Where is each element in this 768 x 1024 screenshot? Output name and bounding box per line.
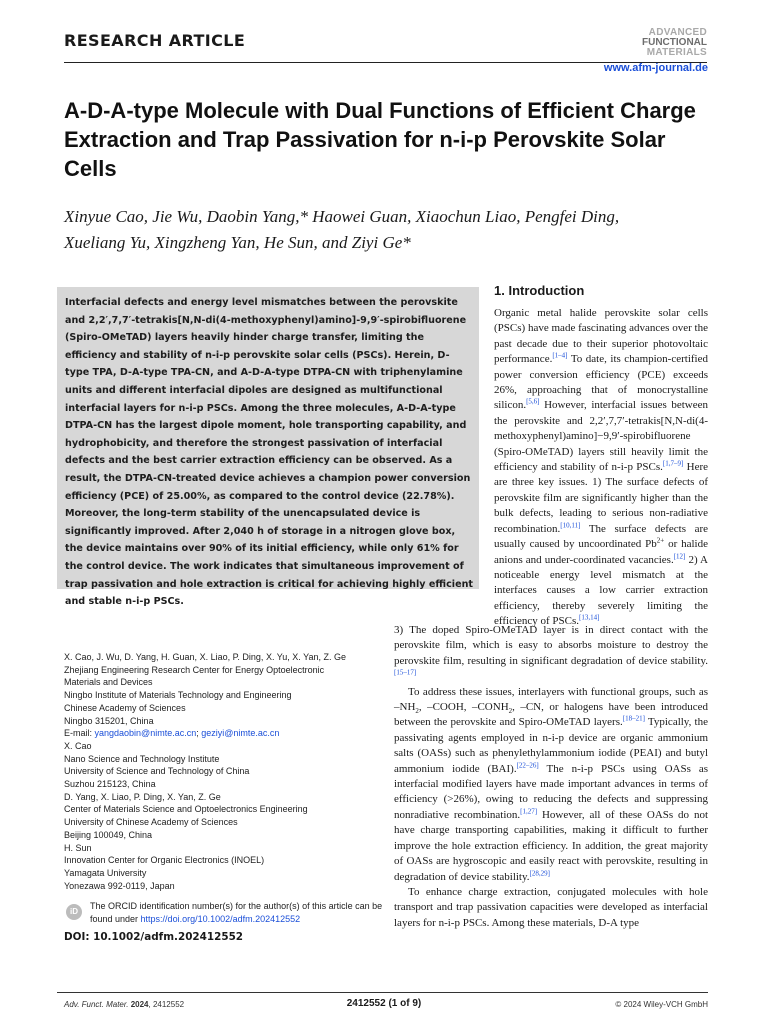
page-number: 2412552 (1 of 9)	[346, 998, 422, 1009]
intro-paragraph-3: To enhance charge extraction, conjugated molecules with hole transport and trap passivation capacities were developed as interfacial layers for n-i-p PSCs. Among these materials, D-A type	[394, 885, 708, 929]
intro-text: To address these issues, interlayers with functional groups, such as –NH	[394, 685, 708, 714]
affiliation-authors: D. Yang, X. Liao, P. Ding, X. Yan, Z. Ge	[64, 791, 221, 802]
citation-link[interactable]: [15–17]	[394, 668, 417, 677]
citation-link[interactable]: [12]	[673, 551, 686, 560]
subscript: 2	[415, 707, 419, 716]
affiliation-line: Chinese Academy of Sciences	[64, 702, 186, 713]
email-link[interactable]: yangdaobin@nimte.ac.cn	[94, 728, 197, 739]
affiliation-line: Ningbo 315201, China	[64, 715, 154, 726]
affiliation-line: Suzhou 215123, China	[64, 779, 156, 790]
intro-text: 2) A noticeable energy level mismatch at the interfaces causes a low carrier extraction efficiency, thereby severely limiting the efficiency of PSCs.	[494, 553, 708, 628]
email-link[interactable]: geziyi@nimte.ac.cn	[201, 728, 280, 739]
intro-paragraph-2	[394, 685, 708, 885]
intro-text: However, interfacial issues between the perovskite and 2,2′,7,7′-tetrakis[N,N-di(4-methoxyphenyl)amino]−9,9′-spirobifluorene (Spiro-OMeTAD) layers still heavily limit the efficiency and stability of n-i-p PSCs.	[494, 399, 708, 474]
intro-text: Organic metal halide perovskite solar cells (PSCs) have made fascinating advances over the past decade due to their superior photovoltaic performance.	[494, 307, 708, 366]
citation-link[interactable]: [22–26]	[516, 761, 539, 769]
intro-text: , –CN, or halogens have been introduced between the perovskite and Spiro-OMeTAD layers.	[394, 701, 708, 729]
orcid-doi-link[interactable]: https://doi.org/10.1002/adfm.202412552	[140, 913, 301, 924]
affiliation-line: University of Science and Technology of China	[64, 766, 250, 777]
citation-link[interactable]: [1–4]	[552, 351, 568, 360]
orcid-icon: iD	[66, 904, 82, 920]
intro-text: To date, its champion-certified power conversion efficiency (PCE) exceeds 26%, approaching that of monocrystalline silicon.	[494, 353, 708, 412]
citation-link[interactable]: [13,14]	[579, 613, 600, 622]
copyright: © 2024 Wiley-VCH GmbH	[615, 1000, 708, 1009]
section-label: RESEARCH ARTICLE	[64, 31, 246, 50]
affiliation-line: Zhejiang Engineering Research Center for Energy Optoelectronic	[64, 664, 325, 675]
intro-column-upper	[494, 306, 708, 630]
email-line	[64, 727, 384, 740]
citation-link[interactable]: [18–21]	[622, 714, 645, 723]
email-prefix: E-mail:	[64, 728, 95, 739]
affiliation-line: Beijing 100049, China	[64, 829, 153, 840]
affiliation-line: Yamagata University	[64, 867, 147, 878]
footer-article-no: , 2412552	[148, 1000, 185, 1009]
article-title: A-D-A-type Molecule with Dual Functions of Efficient Charge Extraction and Trap Passivation for n-i-p Perovskite Solar Cells	[64, 98, 696, 181]
affiliation-authors: X. Cao, J. Wu, D. Yang, H. Guan, X. Liao, P. Ding, X. Yu, X. Yan, Z. Ge	[64, 652, 346, 662]
journal-url-link[interactable]: www.afm-journal.de	[603, 62, 708, 74]
intro-text: 3) The doped Spiro-OMeTAD layer is in direct contact with the perovskite film, which is easy to absorbs moisture to destroy the perovskite film, resulting in significant degradation of device stability.	[394, 624, 708, 667]
citation-link[interactable]: [10,11]	[560, 521, 581, 530]
intro-text: The n-i-p PSCs using OASs as interfacial modified layers have made important advances in terms of efficiency (>26%), owing to reducing the defects and suppressing nonradiative recombination.	[394, 762, 708, 821]
subscript: 2	[508, 707, 513, 716]
intro-text: , –COOH, –CONH	[418, 701, 509, 714]
citation-link[interactable]: [1,7–9]	[662, 459, 684, 468]
logo-line-3: MATERIALS	[646, 47, 707, 58]
intro-paragraph-1-end	[394, 623, 708, 685]
citation-link[interactable]: [5,6]	[526, 397, 540, 406]
section-heading-introduction: 1. Introduction	[494, 283, 585, 298]
orcid-text: The ORCID identification number(s) for the author(s) of this article can be found under	[90, 901, 383, 924]
journal-logo	[631, 28, 707, 58]
citation-link[interactable]: [28,29]	[529, 868, 550, 877]
affiliation-line: Yonezawa 992-0119, Japan	[64, 880, 175, 891]
affiliation-line: Ningbo Institute of Materials Technology and Engineering	[64, 690, 292, 701]
doi-label: DOI: 10.1002/adfm.202412552	[64, 931, 244, 943]
email-separator: ;	[196, 728, 202, 739]
abstract-text: Interfacial defects and energy level mismatches between the perovskite and 2,2′,7,7′-tetrakis[N,N-di(4-methoxyphenyl)amino]-9,9′-spirobifluorene (Spiro-OMeTAD) layers heavily hinder charge transfer, limiting the efficiency and stability of n-i-p perovskite solar cells (PSCs). Herein, D-type TPA, D-A-type TPA-CN, and A-D-A-type DTPA-CN with triphenylamine units and different interfacial dipoles are designed as multifunctional interfacial layers for n-i-p PSCs. Among the three molecules, A-D-A-type DTPA-CN has the largest dipole moment, hole transporting capability, and hydrophobicity, and therefore the strongest passivation of interfacial defects and the best carrier extraction efficiency can be observed. As a result, the DTPA-CN-treated device achieves a champion power conversion efficiency (PCE) of 25.00%, as compared to the control device (22.78%). Moreover, the long-term stability of the unencapsulated device is significantly improved. After 2,040 h of storage in a nitrogen glove box, the device maintains over 90% of its initial efficiency, while only 61% for the control device. The work indicates that simultaneous improvement of trap passivation and hole extraction is critical for achieving highly efficient and stable n-i-p PSCs.	[65, 297, 474, 608]
intro-text: However, all of these OASs do not have charge transporting capabilities, making it difficult to further improve the hole extraction efficiency. In addition, the great majority of OASs are hygroscopic and easily react with perovskite, resulting in degradation of device stability.	[394, 808, 708, 883]
logo-line-2: FUNCTIONAL	[642, 37, 707, 48]
author-list: Xinyue Cao, Jie Wu, Daobin Yang,* Haowei Guan, Xiaochun Liao, Pengfei Ding, Xueliang Yu, Xingzheng Yan, He Sun, and Ziyi Ge*	[64, 207, 620, 252]
affiliation-authors: H. Sun	[64, 842, 92, 853]
intro-column-lower	[394, 623, 708, 931]
intro-text: Here are three key issues. 1) The surface defects of perovskite film are significantly higher than the bulk defects, leading to serious non-radiative recombination.	[494, 461, 708, 535]
footer-year: 2024	[130, 1000, 149, 1009]
affiliation-line: University of Chinese Academy of Sciences	[64, 817, 238, 828]
intro-text: The surface defects are usually caused by uncoordinated Pb	[494, 522, 708, 551]
affiliation-authors: X. Cao	[64, 740, 92, 751]
orcid-note	[90, 900, 390, 925]
affiliation-line: Nano Science and Technology Institute	[64, 753, 220, 764]
affiliation-line: Materials and Devices	[64, 677, 153, 688]
intro-text: or halide anions and under-coordinated vacancies.	[494, 538, 708, 566]
header-rule	[64, 62, 632, 63]
affiliations	[64, 651, 384, 892]
citation-link[interactable]: [1,27]	[520, 807, 538, 816]
intro-text: Typically, the passivating agents employed in n-i-p device are organic ammonium salts (OASs) such as phenylethylammonium iodide (PEAI) and butyl ammonium iodide (BAI).	[394, 716, 708, 775]
logo-line-1: ADVANCED	[648, 27, 707, 38]
superscript: 2+	[656, 536, 665, 545]
affiliation-line: Center of Materials Science and Optoelectronics Engineering	[64, 804, 308, 815]
footer-rule	[57, 992, 708, 993]
footer-journal: Adv. Funct. Mater.	[64, 1000, 129, 1009]
affiliation-line: Innovation Center for Organic Electronics (INOEL)	[64, 855, 265, 866]
